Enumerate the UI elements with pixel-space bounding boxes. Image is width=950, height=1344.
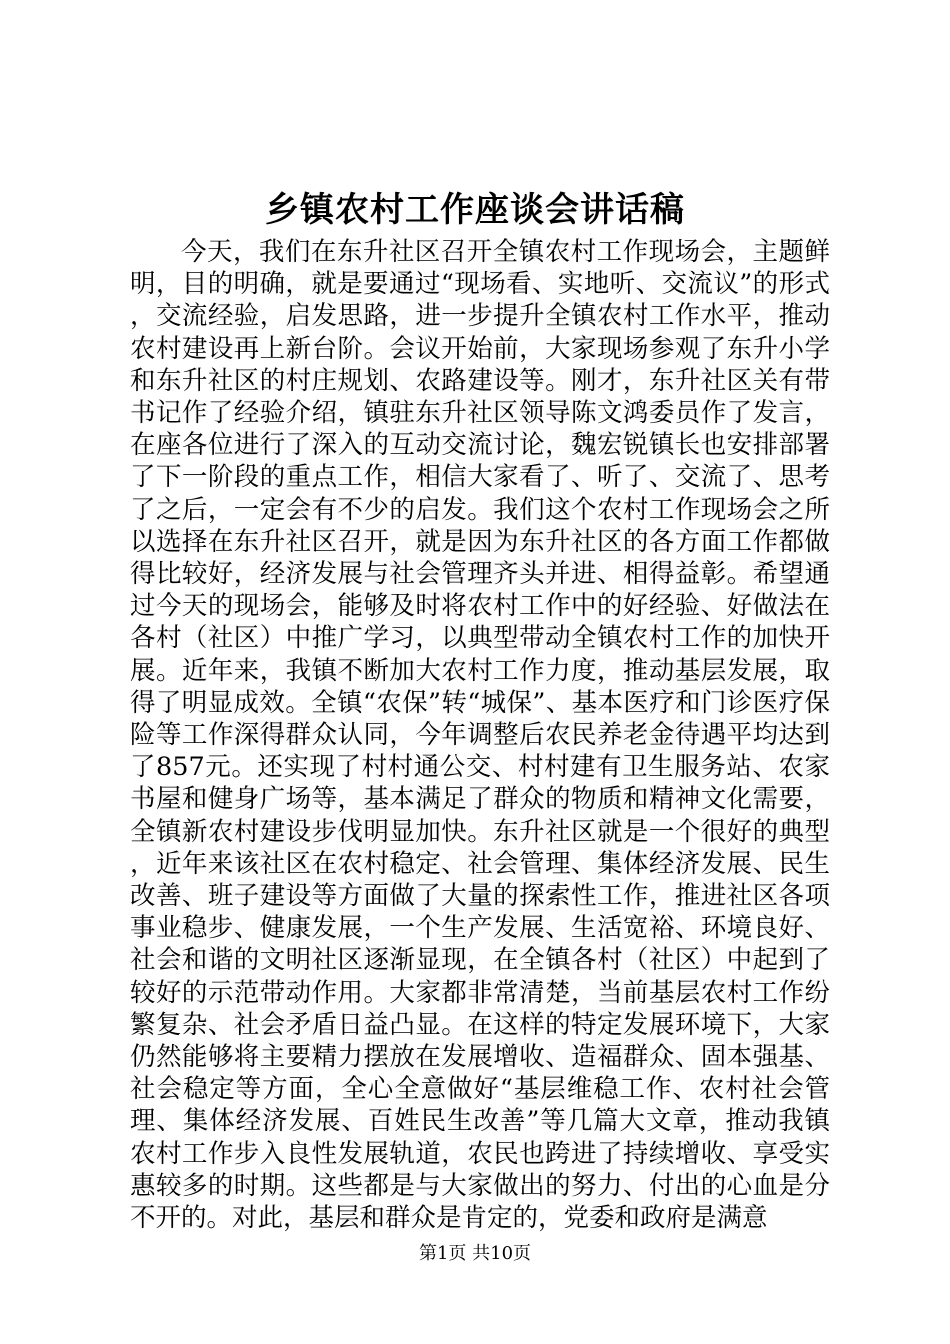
document-body-paragraph: 今天，我们在东升社区召开全镇农村工作现场会，主题鲜明，目的明确，就是要通过“现场看、实地听、交流议”的形式，交流经验，启发思路，进一步提升全镇农村工作水平，推动农村建设再上新台阶。会议开始前，大家现场参观了东升小学和东升社区的村庄规划、农路建设等。刚才，东升社区关有带书记作了经验介绍，镇驻东升社区领导陈文鸿委员作了发言，在座各位进行了深入的互动交流讨论，魏宏锐镇长也安排部署了下一阶段的重点工作，相信大家看了、听了、交流了、思考了之后，一定会有不少的启发。我们这个农村工作现场会之所以选择在东升社区召开，就是因为东升社区的各方面工作都做得比较好，经济发展与社会管理齐头并进、相得益彰。希望通过今天的现场会，能够及时将农村工作中的好经验、好做法在各村（社区）中推广学习，以典型带动全镇农村工作的加快开展。近年来，我镇不断加大农村工作力度，推动基层发展，取得了明显成效。全镇“农保”转“城保”、基本医疗和门诊医疗保险等工作深得群众认同，今年调整后农民养老金待遇平均达到了857元。还实现了村村通公交、村村建有卫生服务站、农家书屋和健身广场等，基本满足了群众的物质和精神文化需要，全镇新农村建设步伐明显加快。东升社区就是一个很好的典型，近年来该社区在农村稳定、社会管理、集体经济发展、民生改善、班子建设等方面做了大量的探索性工作，推进社区各项事业稳步、健康发展，一个生产发展、生活宽裕、环境良好、社会和谐的文明社区逐渐显现，在全镇各村（社区）中起到了较好的示范带动作用。大家都非常清楚，当前基层农村工作纷繁复杂、社会矛盾日益凸显。在这样的特定发展环境下，大家仍然能够将主要精力摆放在发展增收、造福群众、固本强基、社会稳定等方面，全心全意做好“基层维稳工作、农村社会管理、集体经济发展、百姓民生改善”等几篇大文章，推动我镇农村工作步入良性发展轨道，农民也跨进了持续增收、享受实惠较多的时期。这些都是与大家做出的努力、付出的心血是分不开的。对此，基层和群众是肯定的，党委和政府是满意 xyxy=(130,237,830,1234)
document-title: 乡镇农村工作座谈会讲话稿 xyxy=(265,190,685,230)
page-number-footer: 第1页 共10页 xyxy=(418,1243,532,1264)
